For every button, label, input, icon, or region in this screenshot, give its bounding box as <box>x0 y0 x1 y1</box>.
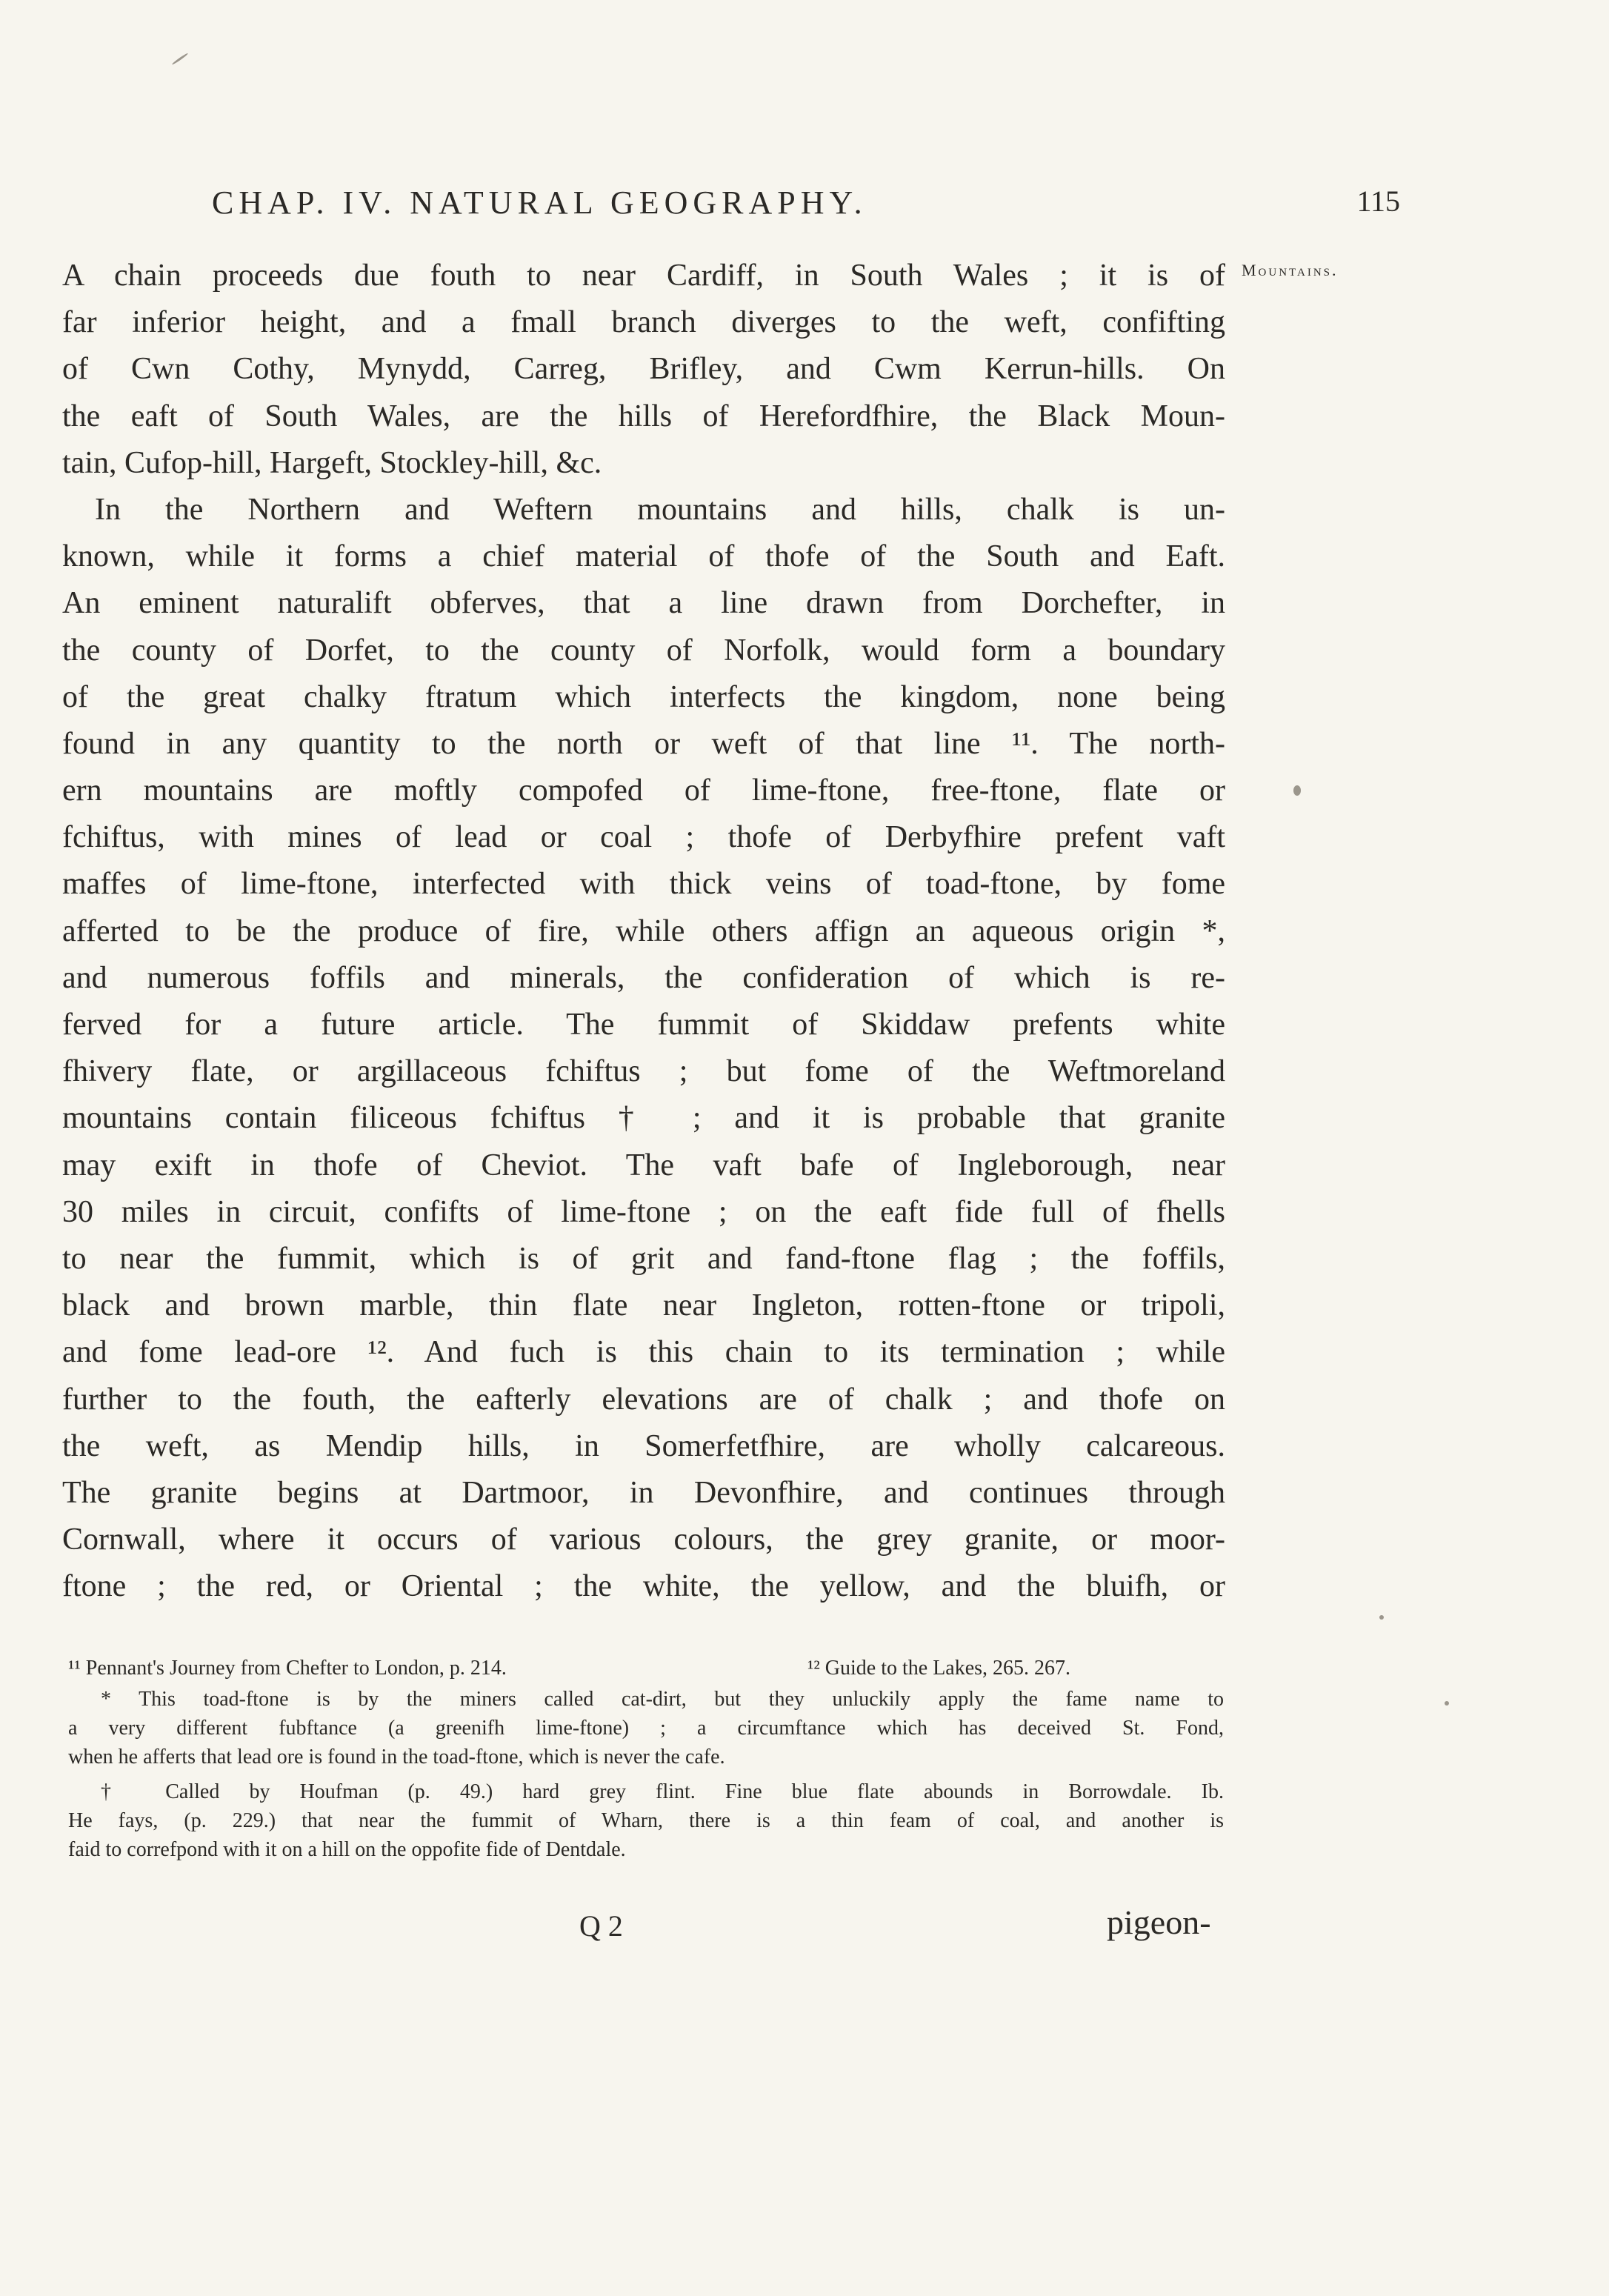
text-line: of Cwn Cothy, Mynydd, Carreg, Brifley, and Cwm Kerrun-hills. On <box>62 352 1225 387</box>
footnote-dagger-line: He fays, (p. 229.) that near the fummit of Wharn, there is a thin feam of coal, and another is <box>68 1809 1224 1832</box>
text-line: ferved for a future article. The fummit of Skiddaw prefents white <box>62 1008 1225 1042</box>
running-title: CHAP. IV. NATURAL GEOGRAPHY. <box>212 184 867 221</box>
body-text <box>62 253 1225 1610</box>
text-line: and numerous foffils and minerals, the confideration of which is re- <box>62 960 1225 995</box>
text-line: black and brown marble, thin flate near Ingleton, rotten-ftone or tripoli, <box>62 1288 1225 1323</box>
text-line: In the Northern and Weftern mountains and hills, chalk is un- <box>95 492 1225 527</box>
text-line: afferted to be the produce of fire, while others affign an aqueous origin *, <box>62 914 1225 948</box>
footnote-star-line: when he afferts that lead ore is found in the toad-ftone, which is never the cafe. <box>68 1746 725 1768</box>
page-number: 115 <box>1356 184 1400 218</box>
paper-speck <box>1293 785 1301 796</box>
text-line: and fome lead-ore ¹². And fuch is this chain to its termination ; while <box>62 1335 1225 1370</box>
text-line: ern mountains are moftly compofed of lime-ftone, free-ftone, flate or <box>62 773 1225 808</box>
text-line: the eaft of South Wales, are the hills of Herefordfhire, the Black Moun- <box>62 399 1225 433</box>
footnote-row <box>68 1654 1224 1685</box>
text-line: to near the fummit, which is of grit and fand-ftone flag ; the foffils, <box>62 1241 1225 1276</box>
text-line: the county of Dorfet, to the county of Norfolk, would form a boundary <box>62 633 1225 668</box>
paper-speck <box>171 53 188 65</box>
footnote-dagger-line: faid to correfpond with it on a hill on the oppofite fide of Dentdale. <box>68 1838 626 1861</box>
text-line: may exift in thofe of Cheviot. The vaft bafe of Ingleborough, near <box>62 1148 1225 1182</box>
footnote-11: ¹¹ Pennant's Journey from Chefter to London, p. 214. <box>68 1657 507 1680</box>
text-line: found in any quantity to the north or weft of that line ¹¹. The north- <box>62 726 1225 761</box>
footnote-12: ¹² Guide to the Lakes, 265. 267. <box>807 1657 1071 1680</box>
footnote-star-line: * This toad-ftone is by the miners called cat-dirt, but they unluckily apply the fame name to <box>101 1688 1224 1711</box>
margin-note: Mountains. <box>1242 261 1339 279</box>
text-line: maffes of lime-ftone, interfected with thick veins of toad-ftone, by fome <box>62 867 1225 902</box>
text-line: the weft, as Mendip hills, in Somerfetfhire, are wholly calcareous. <box>62 1428 1225 1463</box>
signature-mark: Q 2 <box>579 1909 623 1943</box>
paper-speck <box>1379 1615 1384 1620</box>
text-line: fchiftus, with mines of lead or coal ; thofe of Derbyfhire prefent vaft <box>62 820 1225 855</box>
footnotes <box>68 1654 1224 1864</box>
text-line: Cornwall, where it occurs of various colours, the grey granite, or moor- <box>62 1523 1225 1557</box>
text-line: of the great chalky ftratum which interfects the kingdom, none being <box>62 679 1225 714</box>
paper-speck <box>1445 1701 1449 1706</box>
text-line: mountains contain filiceous fchiftus † ; and it is probable that granite <box>62 1101 1225 1136</box>
text-line: far inferior height, and a fmall branch diverges to the weft, confifting <box>62 305 1225 340</box>
catchword: pigeon- <box>1107 1903 1211 1941</box>
text-line: A chain proceeds due fouth to near Cardiff, in South Wales ; it is of <box>62 259 1225 293</box>
text-line: tain, Cufop-hill, Hargeft, Stockley-hill, &c. <box>62 445 602 480</box>
text-line: 30 miles in circuit, confifts of lime-ftone ; on the eaft fide full of fhells <box>62 1194 1225 1229</box>
text-line: fhivery flate, or argillaceous fchiftus ; but fome of the Weftmoreland <box>62 1054 1225 1089</box>
text-line: ftone ; the red, or Oriental ; the white, the yellow, and the bluifh, or <box>62 1569 1225 1604</box>
text-line: known, while it forms a chief material of thofe of the South and Eaft. <box>62 539 1225 574</box>
text-line: The granite begins at Dartmoor, in Devonfhire, and continues through <box>62 1475 1225 1510</box>
text-line: An eminent naturalift obferves, that a line drawn from Dorchefter, in <box>62 586 1225 621</box>
running-header <box>185 184 1400 228</box>
text-line: further to the fouth, the eafterly elevations are of chalk ; and thofe on <box>62 1382 1225 1417</box>
footnote-star-line: a very different fubftance (a greenifh lime-ftone) ; a circumftance which has deceived St. Fond, <box>68 1717 1224 1740</box>
footnote-dagger-line: † Called by Houfman (p. 49.) hard grey flint. Fine blue flate abounds in Borrowdale. Ib. <box>101 1780 1224 1803</box>
